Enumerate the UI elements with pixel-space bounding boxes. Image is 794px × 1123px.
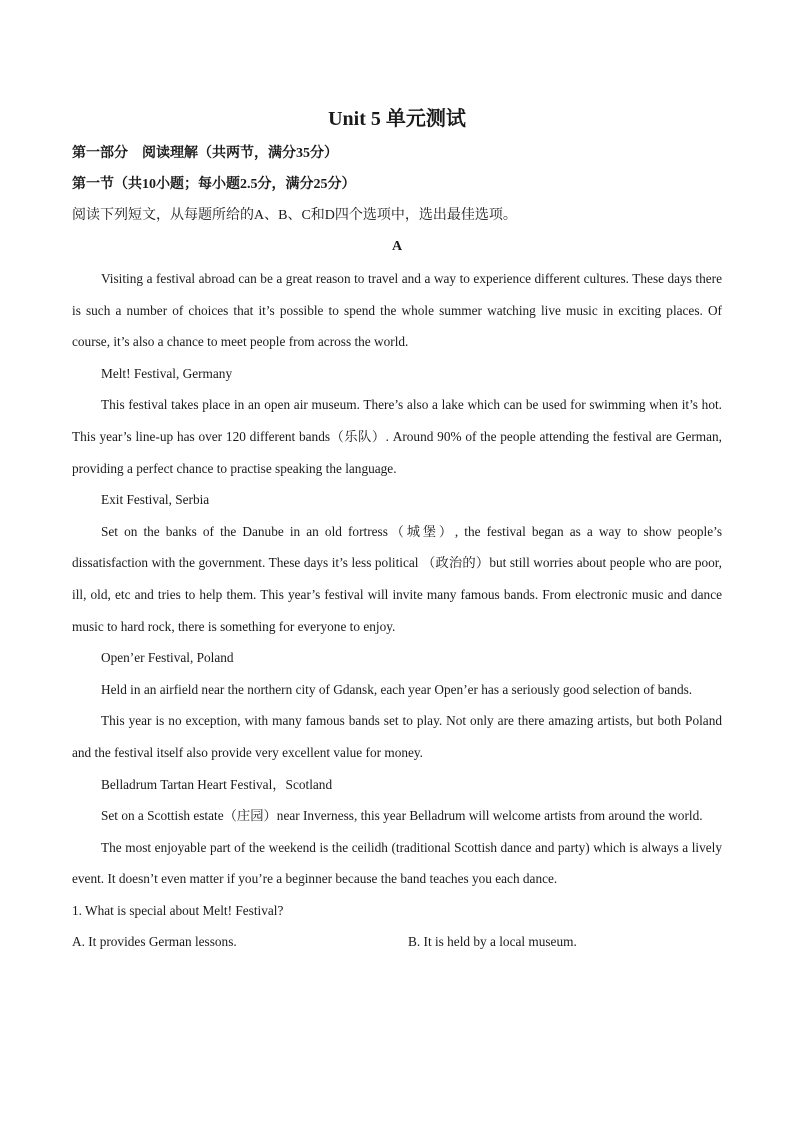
- festival-text-belladrum-2: The most enjoyable part of the weekend is the ceilidh (traditional Scottish dance and party) which is always a lively event. It doesn’t even matter if you’re a beginner because the band teaches you each dance.: [72, 839, 722, 887]
- question-1-option-a: A. It provides German lessons.: [72, 934, 237, 950]
- document-content: [72, 104, 722, 958]
- instructions: 阅读下列短文，从每题所给的A、B、C和D四个选项中，选出最佳选项。: [72, 208, 517, 223]
- festival-text-melt: This festival takes place in an open air museum. There’s also a lake which can be used for swimming when it’s hot. This year’s line-up has over 120 different bands（乐队）. Around 90% of the people attending the festival are German, providing a perfect chance to practise speaking the language.: [72, 397, 722, 476]
- festival-text-exit: Set on the banks of the Danube in an old fortress（城堡）, the festival began as a way to show people’s dissatisfaction with the government. These days it’s less political （政治的）but still worries about people who are poor, ill, old, etc and tries to help them. This year’s festival will invite many famous bands. From electronic music and dance music to hard rock, there is something for everyone to enjoy.: [72, 523, 722, 634]
- festival-name-belladrum: Belladrum Tartan Heart Festival，Scotland: [101, 776, 333, 792]
- festival-text-opener-1: Held in an airfield near the northern city of Gdansk, each year Open’er has a seriously good selection of bands.: [101, 681, 693, 697]
- festival-name-opener: Open’er Festival, Poland: [101, 650, 234, 666]
- festival-name-melt: Melt! Festival, Germany: [101, 365, 233, 381]
- festival-text-belladrum-1: Set on a Scottish estate（庄园）near Inverness, this year Belladrum will welcome artists from around the world.: [101, 808, 703, 824]
- section-heading: 第一节（共10小题；每小题2.5分，满分25分）: [72, 177, 356, 192]
- festival-text-opener-2: This year is no exception, with many famous bands set to play. Not only are there amazing artists, but both Poland and the festival itself also provide very excellent value for money.: [72, 713, 722, 760]
- part-heading: 第一部分 阅读理解（共两节，满分35分）: [72, 146, 338, 161]
- question-1-options: [72, 926, 722, 958]
- question-1-option-b: B. It is held by a local museum.: [408, 934, 577, 950]
- question-1-stem: 1. What is special about Melt! Festival?: [72, 902, 284, 918]
- passage-label: A: [391, 239, 403, 254]
- festival-name-exit: Exit Festival, Serbia: [101, 492, 210, 508]
- page-title: Unit 5 单元测试: [328, 108, 466, 130]
- intro-paragraph: Visiting a festival abroad can be a great reason to travel and a way to experience different cultures. These days there is such a number of choices that it’s possible to spend the whole summer watching live music in exciting places. Of course, it’s also a chance to meet people from across the world.: [72, 271, 722, 350]
